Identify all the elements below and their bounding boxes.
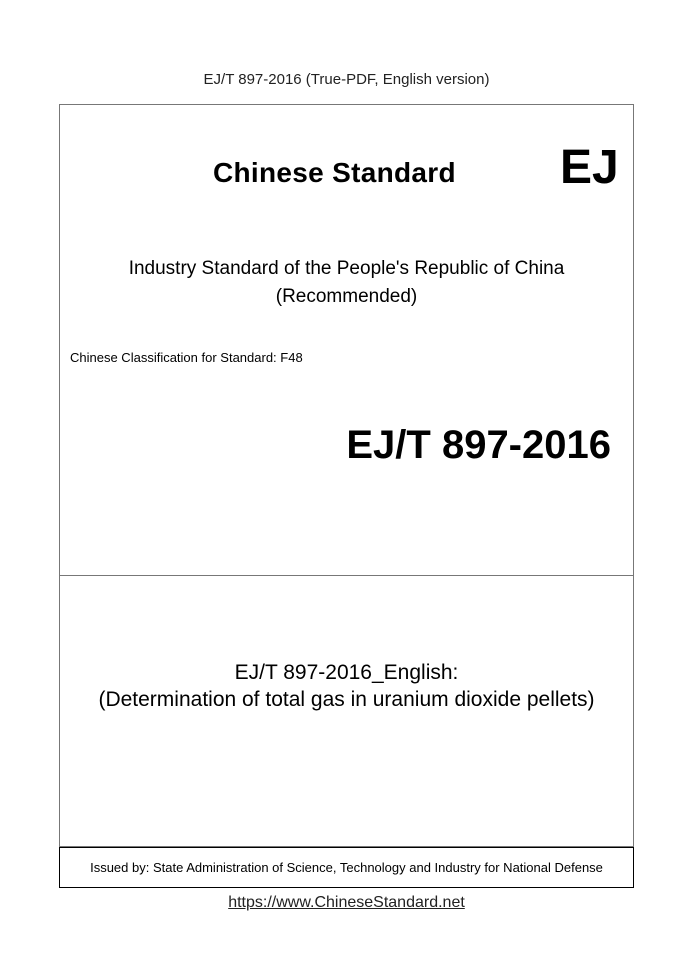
page-header: EJ/T 897-2016 (True-PDF, English version) — [203, 71, 490, 88]
ej-mark: EJ — [560, 141, 619, 194]
industry-standard-line: Industry Standard of the People's Republic of China — [128, 258, 565, 279]
recommended-line: (Recommended) — [275, 286, 418, 307]
website-link[interactable]: https://www.ChineseStandard.net — [228, 894, 465, 911]
document-title-line2: (Determination of total gas in uranium dioxide pellets) — [98, 688, 595, 711]
standard-number: EJ/T 897-2016 — [346, 423, 611, 467]
chinese-standard-heading: Chinese Standard — [213, 157, 456, 188]
issued-by-text: Issued by: State Administration of Science, Technology and Industry for National Defense — [90, 860, 603, 875]
classification-text: Chinese Classification for Standard: F48 — [70, 350, 303, 365]
issued-box — [59, 847, 634, 888]
document-title-line1: EJ/T 897-2016_English: — [234, 661, 459, 684]
